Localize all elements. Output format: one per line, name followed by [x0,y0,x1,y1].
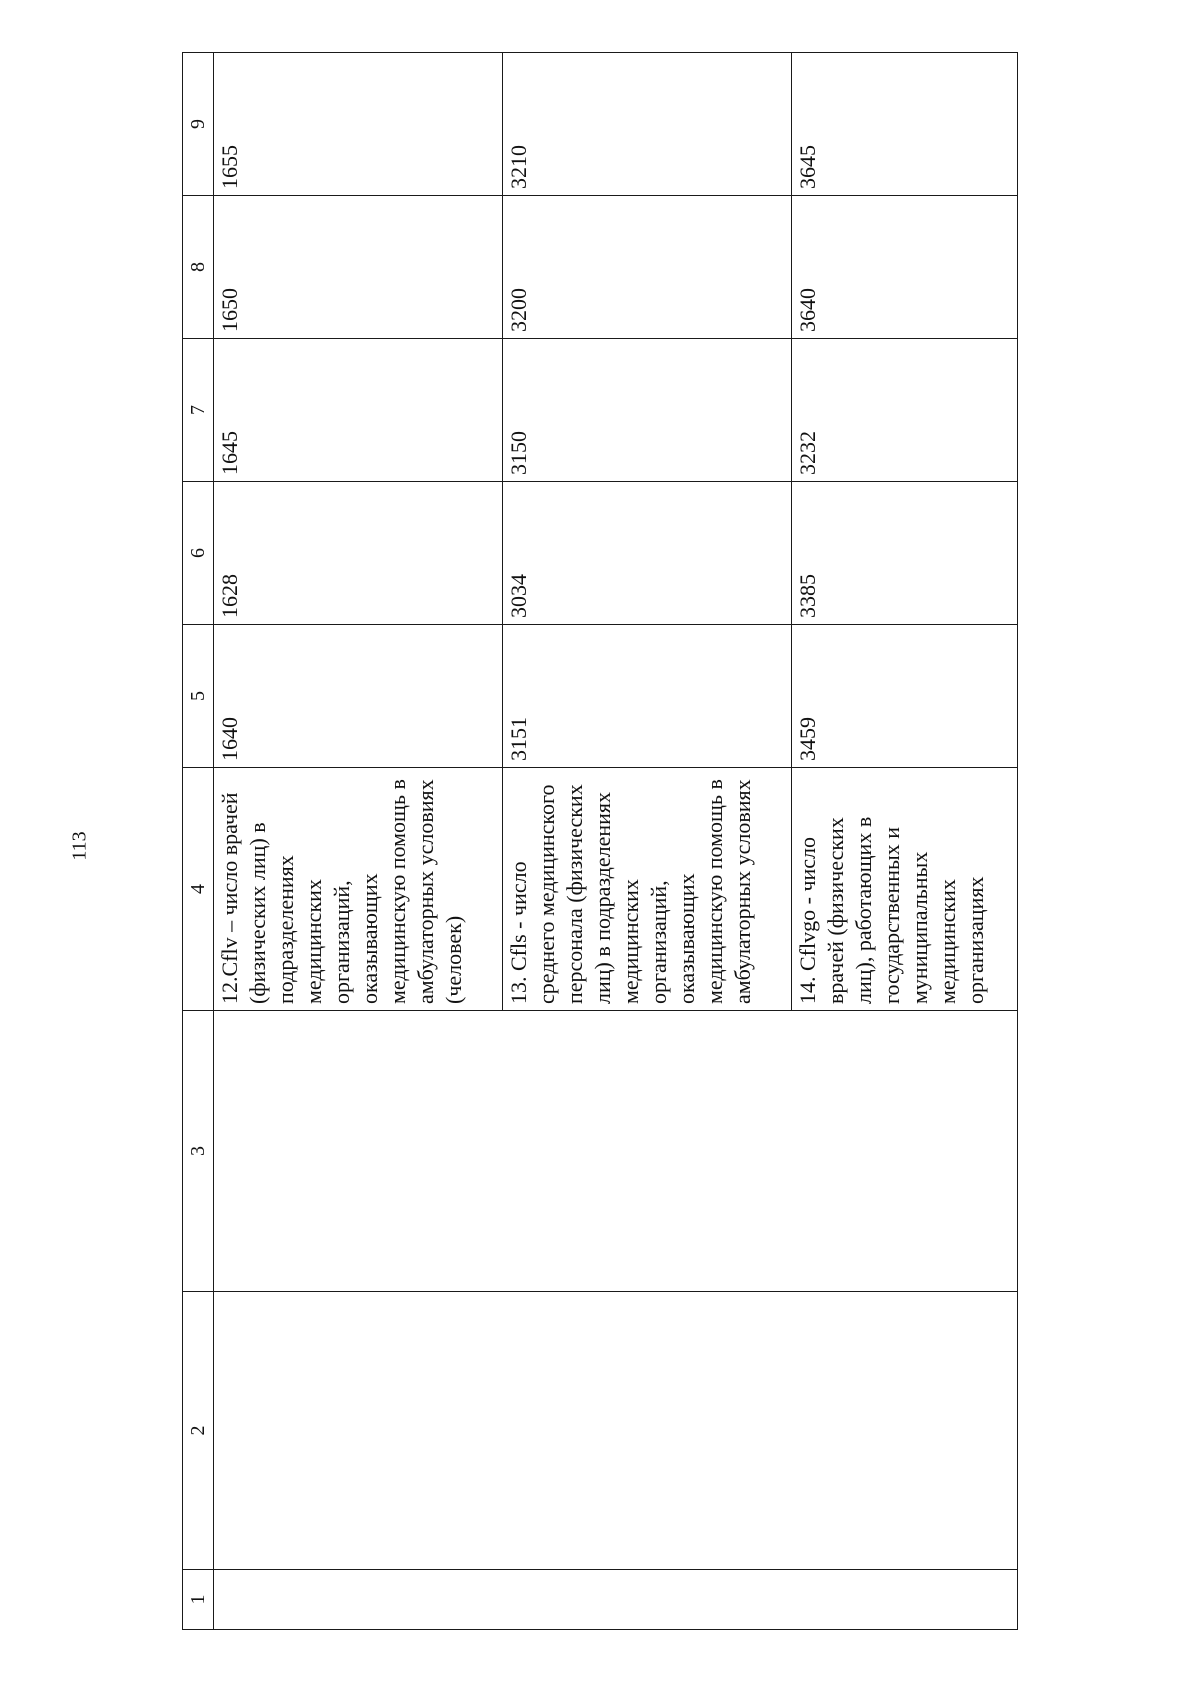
page-number: 113 [68,831,91,861]
value-col-7: 3150 [502,339,791,482]
data-table [182,52,1018,1630]
cell-col-2 [214,1292,1018,1570]
row-description: 12.Cflv – число врачей (физических лиц) в подразделениях медицинских организаций, оказывающих медицинскую помощь в амбулаторных условиях (человек) [214,768,503,1011]
value-col-6: 1628 [214,482,503,625]
rotated-table-container [182,62,1018,1630]
value-col-8: 3640 [791,196,1017,339]
value-col-7: 3232 [791,339,1017,482]
cell-col-3 [214,1011,1018,1292]
value-col-8: 3200 [502,196,791,339]
header-row [183,53,214,1630]
header-col-5: 5 [183,625,214,768]
row-description: 13. Cfls - число среднего медицинского персонала (физических лиц) в подразделениях медицинских организаций, оказывающих медицинскую помощь в амбулаторных условиях [502,768,791,1011]
value-col-6: 3034 [502,482,791,625]
header-col-9: 9 [183,53,214,196]
header-col-1: 1 [183,1570,214,1630]
header-col-7: 7 [183,339,214,482]
value-col-9: 3210 [502,53,791,196]
header-col-3: 3 [183,1011,214,1292]
value-col-7: 1645 [214,339,503,482]
header-col-4: 4 [183,768,214,1011]
row-description: 14. Cflvgo - число врачей (физических лиц), работающих в государственных и муниципальных медицинских организациях [791,768,1017,1011]
cell-col-1 [214,1570,1018,1630]
header-col-2: 2 [183,1292,214,1570]
value-col-5: 3459 [791,625,1017,768]
value-col-9: 3645 [791,53,1017,196]
header-col-6: 6 [183,482,214,625]
table-row [214,53,503,1630]
value-col-5: 1640 [214,625,503,768]
header-col-8: 8 [183,196,214,339]
value-col-8: 1650 [214,196,503,339]
value-col-9: 1655 [214,53,503,196]
value-col-5: 3151 [502,625,791,768]
value-col-6: 3385 [791,482,1017,625]
